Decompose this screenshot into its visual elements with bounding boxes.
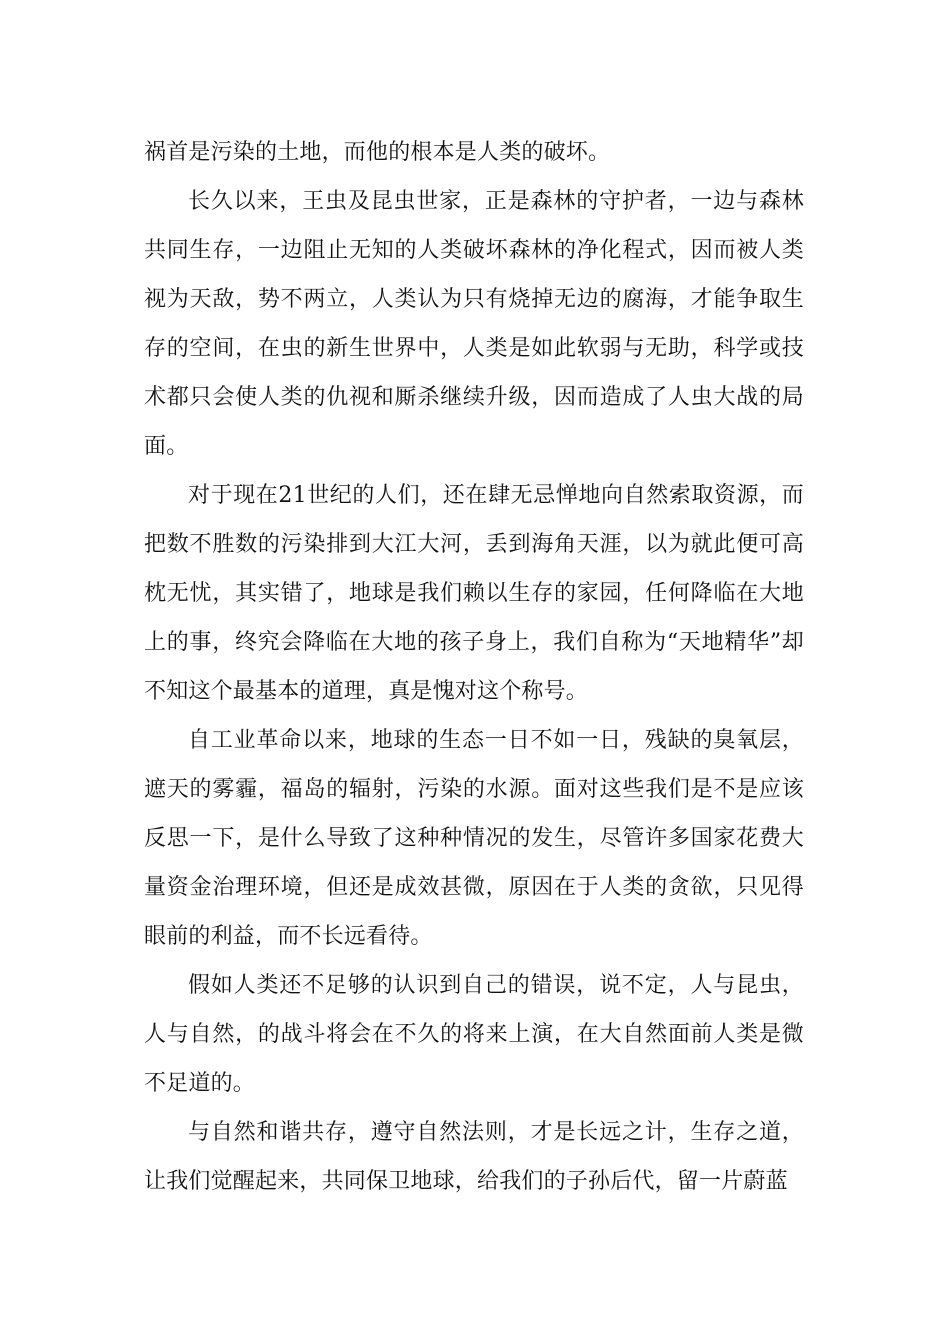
- paragraph-21st-century: 对于现在21世纪的人们，还在肆无忌惮地向自然索取资源，而把数不胜数的污染排到大江大河，丢到海角天涯，以为就此便可高枕无忧，其实错了，地球是我们赖以生存的家园，任何降临在大地上的事，终究会降临在大地的孩子身上，我们自称为“天地精华”却不知这个最基本的道理，真是愧对这个称号。: [144, 483, 804, 704]
- document-page: [144, 128, 804, 1206]
- paragraph-insect-guardians: 长久以来，王虫及昆虫世家，正是森林的守护者，一边与森林共同生存，一边阻止无知的人类破坏森林的净化程式，因而被人类视为天敌，势不两立，人类认为只有烧掉无边的腐海，才能争取生存的空间，在虫的新生世界中，人类是如此软弱与无助，科学或技术都只会使人类的仇视和厮杀继续升级，因而造成了人虫大战的局面。: [144, 189, 804, 459]
- paragraph-industrial-revolution: 自工业革命以来，地球的生态一日不如一日，残缺的臭氧层，遮天的雾霾，福岛的辐射，污染的水源。面对这些我们是不是应该反思一下，是什么导致了这种种情况的发生，尽管许多国家花费大量资金治理环境，但还是成效甚微，原因在于人类的贪欲，只见得眼前的利益，而不长远看待。: [144, 728, 804, 949]
- paragraph-conclusion: 与自然和谐共存，遵守自然法则，才是长远之计，生存之道，让我们觉醒起来，共同保卫地球，给我们的子孙后代，留一片蔚蓝: [144, 1120, 804, 1194]
- paragraph-continuation: 祸首是污染的土地，而他的根本是人类的破坏。: [144, 140, 611, 165]
- paragraph-warning: 假如人类还不足够的认识到自己的错误，说不定，人与昆虫，人与自然，的战斗将会在不久的将来上演，在大自然面前人类是微不足道的。: [144, 973, 804, 1096]
